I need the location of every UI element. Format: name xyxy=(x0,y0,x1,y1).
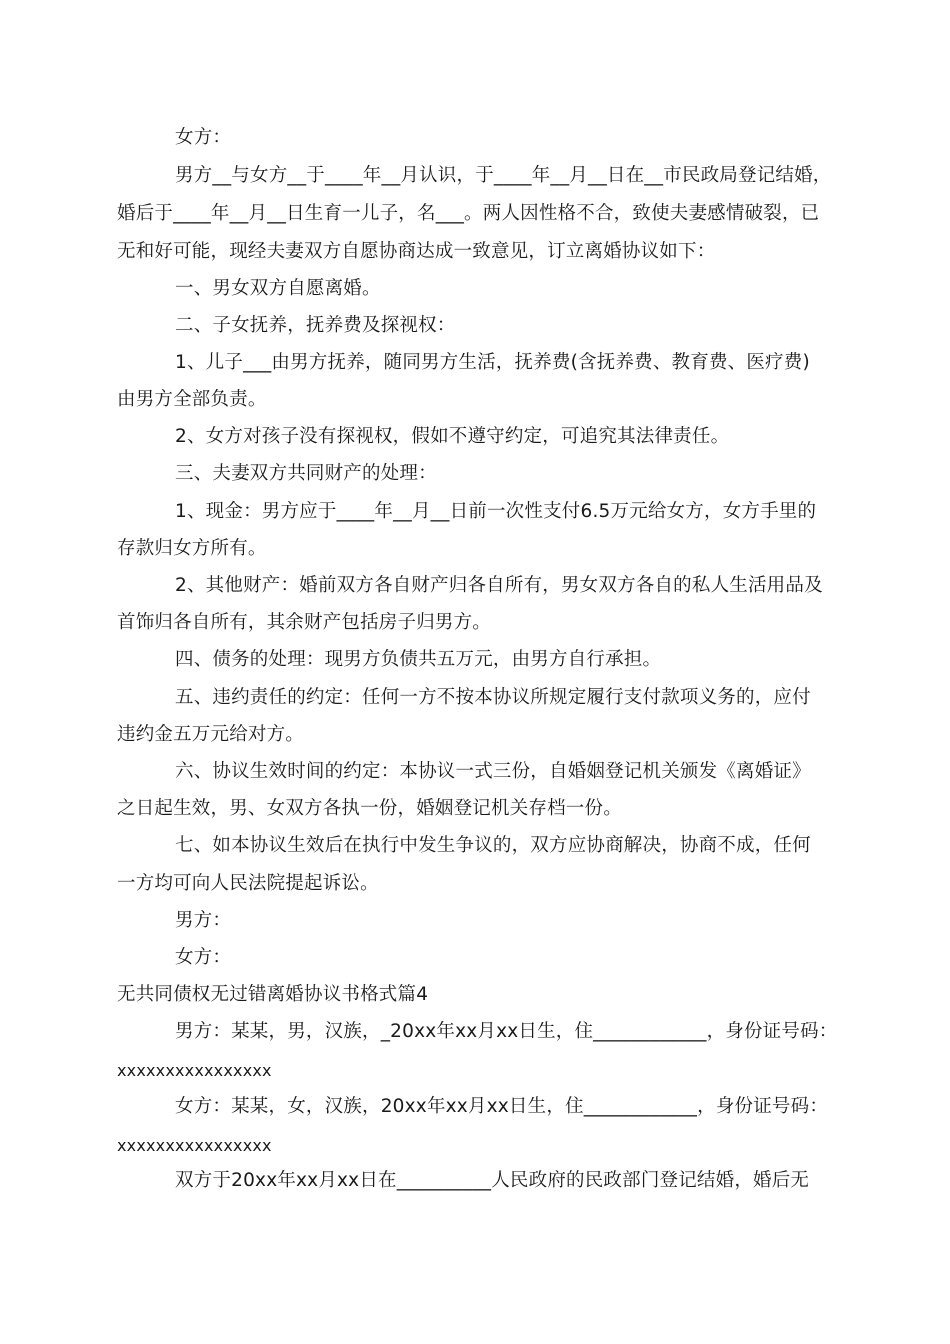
text-line: 男方__与女方__于____年__月认识，于____年__月__日在__市民政局登记结婚， xyxy=(175,165,832,186)
text-line: 2、女方对孩子没有探视权，假如不遵守约定，可追究其法律责任。 xyxy=(175,426,730,447)
text-line: 七、如本协议生效后在执行中发生争议的，双方应协商解决，协商不成，任何 xyxy=(175,835,811,856)
text-line: 四、债务的处理：现男方负债共五万元，由男方自行承担。 xyxy=(175,649,662,670)
text-line: 违约金五万元给对方。 xyxy=(117,724,305,745)
text-line: 女方： xyxy=(175,947,232,968)
text-line: 六、协议生效时间的约定：本协议一式三份，自婚姻登记机关颁发《离婚证》 xyxy=(175,761,811,782)
text-line: 首饰归各自所有，其余财产包括房子归男方。 xyxy=(117,612,492,633)
text-line: 由男方全部负责。 xyxy=(117,389,267,410)
text-line: 1、儿子___由男方抚养，随同男方生活，抚养费(含抚养费、教育费、医疗费) xyxy=(175,352,810,373)
text-line: 女方：某某，女，汉族，20xx年xx月xx日生，住____________，身份证号码： xyxy=(175,1096,829,1117)
text-line: 五、违约责任的约定：任何一方不按本协议所规定履行支付款项义务的，应付 xyxy=(175,687,811,708)
id-number-placeholder: xxxxxxxxxxxxxxxx xyxy=(117,1136,272,1155)
text-line: 之日起生效，男、女双方各执一份，婚姻登记机关存档一份。 xyxy=(117,798,622,819)
text-line: 双方于20xx年xx月xx日在__________人民政府的民政部门登记结婚，婚后无 xyxy=(175,1170,810,1191)
text-line: 无和好可能，现经夫妻双方自愿协商达成一致意见，订立离婚协议如下： xyxy=(117,241,716,262)
section-heading: 无共同债权无过错离婚协议书格式篇4 xyxy=(117,984,429,1005)
text-line: 2、其他财产：婚前双方各自财产归各自所有，男女双方各自的私人生活用品及 xyxy=(175,575,823,596)
text-line: 三、夫妻双方共同财产的处理： xyxy=(175,463,437,484)
text-line: 存款归女方所有。 xyxy=(117,538,267,559)
text-line: 婚后于____年__月__日生育一儿子，名___。两人因性格不合，致使夫妻感情破裂，已 xyxy=(117,203,820,224)
text-line: 一、男女双方自愿离婚。 xyxy=(175,278,381,299)
text-line: 一方均可向人民法院提起诉讼。 xyxy=(117,873,379,894)
text-line: 二、子女抚养，抚养费及探视权： xyxy=(175,315,456,336)
text-line: 1、现金：男方应于____年__月__日前一次性支付6.5万元给女方，女方手里的 xyxy=(175,501,817,522)
text-line: 女方： xyxy=(175,127,232,148)
text-line: 男方：某某，男，汉族，_20xx年xx月xx日生，住____________，身份证号码： xyxy=(175,1021,838,1042)
text-line: 男方： xyxy=(175,910,232,931)
id-number-placeholder: xxxxxxxxxxxxxxxx xyxy=(117,1061,272,1080)
